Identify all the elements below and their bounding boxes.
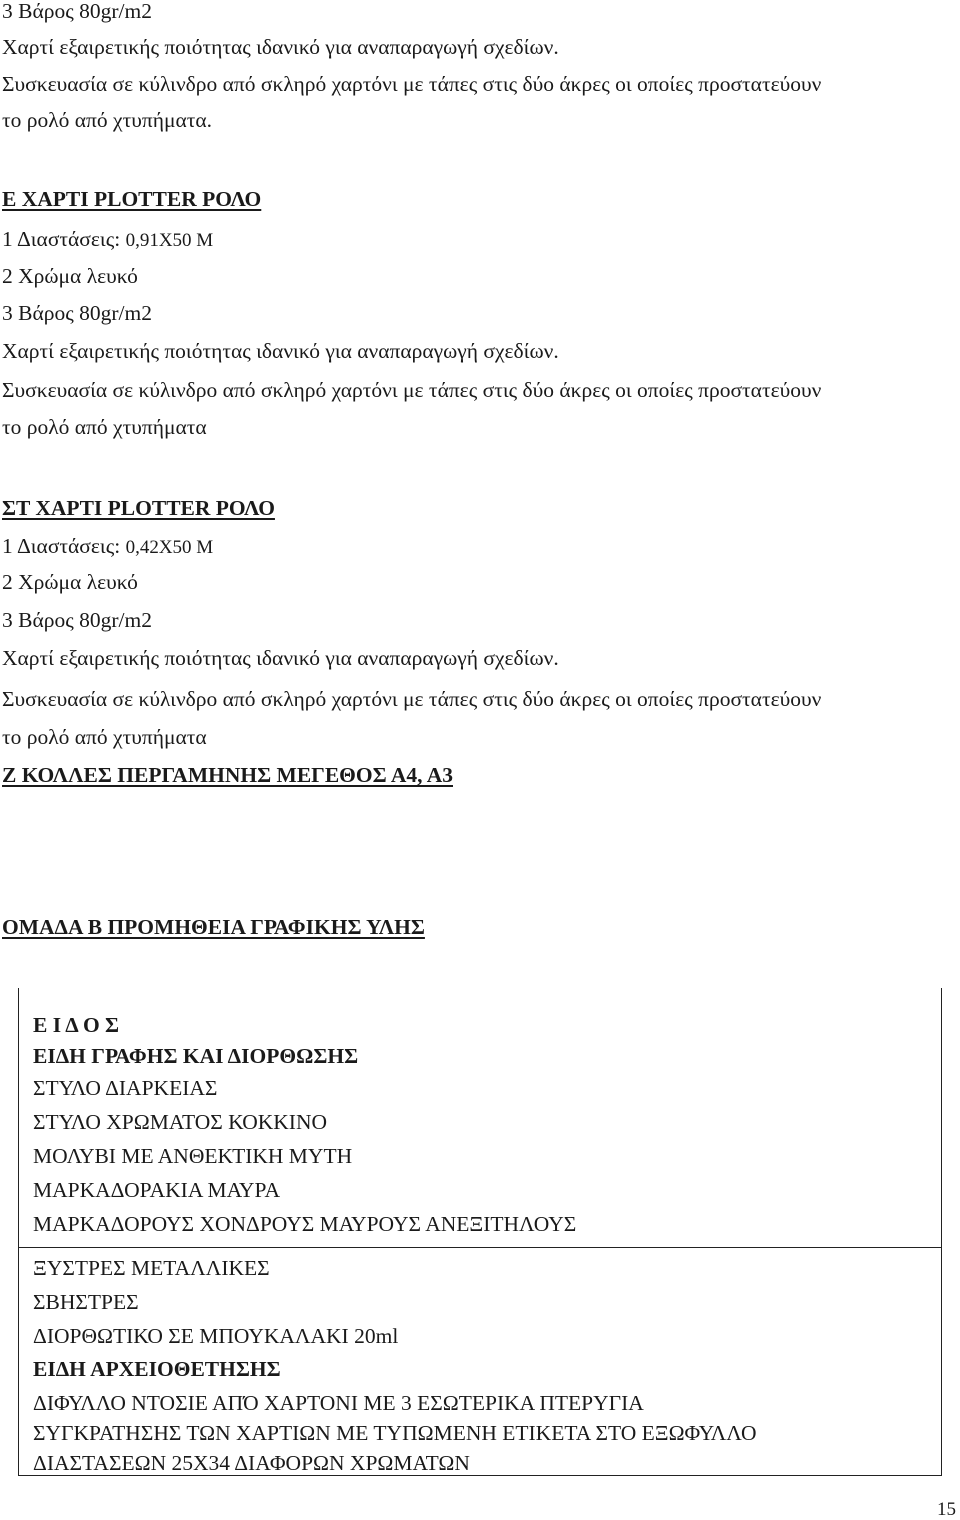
table-header-eidos: Ε Ι Δ Ο Σ [33, 1013, 120, 1037]
section-st-color: 2 Χρώμα λευκό [2, 570, 138, 594]
table-item: ΔΙΟΡΘΩΤΙΚΟ ΣΕ ΜΠΟΥΚΑΛΑΚΙ 20ml [33, 1324, 399, 1348]
section-st-title: ΣΤ ΧΑΡΤΙ PLOTTER ΡΟΛΟ [2, 496, 275, 520]
section-e-packaging-2: το ρολό από χτυπήματα [2, 415, 207, 439]
table-item: ΣΤΥΛΟ ΔΙΑΡΚΕΙΑΣ [33, 1076, 218, 1100]
table-item: ΣΒΗΣΤΡΕΣ [33, 1290, 139, 1314]
section-e-color: 2 Χρώμα λευκό [2, 264, 138, 288]
section-st-dimensions: 1 Διαστάσεις: 0,42Χ50 Μ [2, 534, 214, 558]
table-item: ΜΑΡΚΑΔΟΡΑΚΙΑ ΜΑΥΡΑ [33, 1178, 280, 1202]
page-number: 15 [937, 1499, 956, 1520]
items-table [18, 988, 942, 1476]
category-writing: ΕΙΔΗ ΓΡΑΦΗΣ ΚΑΙ ΔΙΟΡΘΩΣΗΣ [33, 1044, 359, 1068]
section-e-dimensions: 1 Διαστάσεις: 0,91Χ50 Μ [2, 227, 214, 251]
table-item-folder-line-1: ΔΙΦΥΛΛΟ ΝΤΟΣΙΕ ΑΠΌ ΧΑΡΤΟΝΙ ΜΕ 3 ΕΣΩΤΕΡΙΚΑ ΠΤΕΡΥΓΙΑ [33, 1391, 644, 1415]
section-z-title: Ζ ΚΟΛΛΕΣ ΠΕΡΓΑΜΗΝΗΣ ΜΕΓΕΘΟΣ Α4, Α3 [2, 763, 453, 787]
section-st-packaging-1: Συσκευασία σε κύλινδρο από σκληρό χαρτόνι με τάπες στις δύο άκρες οι οποίες προστατεύουν [2, 687, 822, 711]
section-st-packaging-2: το ρολό από χτυπήματα [2, 725, 207, 749]
section-e-weight: 3 Βάρος 80gr/m2 [2, 301, 152, 325]
category-filing: ΕΙΔΗ ΑΡΧΕΙΟΘΕΤΗΣΗΣ [33, 1357, 281, 1381]
table-item: ΞΥΣΤΡΕΣ ΜΕΤΑΛΛΙΚΕΣ [33, 1256, 270, 1280]
section-st-quality: Χαρτί εξαιρετικής ποιότητας ιδανικό για αναπαραγωγή σχεδίων. [2, 646, 559, 670]
prev-packaging-line-2: το ρολό από χτυπήματα. [2, 108, 213, 132]
prev-packaging-line-1: Συσκευασία σε κύλινδρο από σκληρό χαρτόνι με τάπες στις δύο άκρες οι οποίες προστατεύουν [2, 72, 822, 96]
table-row-divider [19, 1247, 941, 1248]
group-b-title: ΟΜΑΔΑ Β ΠΡΟΜΗΘΕΙΑ ΓΡΑΦΙΚΗΣ ΥΛΗΣ [2, 915, 425, 939]
table-item-folder-line-2: ΣΥΓΚΡΑΤΗΣΗΣ ΤΩΝ ΧΑΡΤΙΩΝ ΜΕ ΤΥΠΩΜΕΝΗ ΕΤΙΚΕΤΑ ΣΤΟ ΕΞΩΦΥΛΛΟ [33, 1421, 757, 1445]
section-e-title: Ε ΧΑΡΤΙ PLOTTER ΡΟΛΟ [2, 187, 262, 211]
section-e-packaging-1: Συσκευασία σε κύλινδρο από σκληρό χαρτόνι με τάπες στις δύο άκρες οι οποίες προστατεύουν [2, 378, 822, 402]
table-item: ΜΟΛΥΒΙ ΜΕ ΑΝΘΕΚΤΙΚΗ ΜΥΤΗ [33, 1144, 353, 1168]
prev-quality-line: Χαρτί εξαιρετικής ποιότητας ιδανικό για αναπαραγωγή σχεδίων. [2, 35, 559, 59]
table-item: ΜΑΡΚΑΔΟΡΟΥΣ ΧΟΝΔΡΟΥΣ ΜΑΥΡΟΥΣ ΑΝΕΞΙΤΗΛΟΥΣ [33, 1212, 577, 1236]
prev-weight-line: 3 Βάρος 80gr/m2 [2, 0, 152, 23]
section-st-weight: 3 Βάρος 80gr/m2 [2, 608, 152, 632]
section-e-quality: Χαρτί εξαιρετικής ποιότητας ιδανικό για αναπαραγωγή σχεδίων. [2, 339, 559, 363]
table-item-folder-line-3: ΔΙΑΣΤΑΣΕΩΝ 25Χ34 ΔΙΑΦΟΡΩΝ ΧΡΩΜΑΤΩΝ [33, 1451, 470, 1475]
table-item: ΣΤΥΛΟ ΧΡΩΜΑΤΟΣ ΚΟΚΚΙΝΟ [33, 1110, 327, 1134]
